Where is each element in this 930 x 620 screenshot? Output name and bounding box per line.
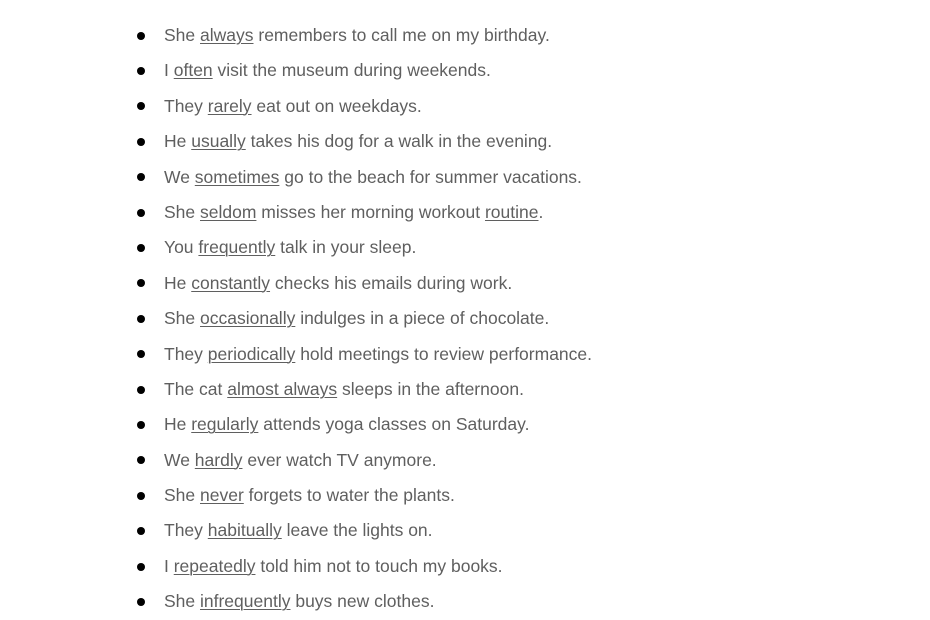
bullet-icon [137,209,145,217]
sentence-text: He [164,414,192,435]
sentence-text: They [164,343,208,364]
bullet-icon [137,279,145,287]
frequency-adverb: repeatedly [173,555,256,576]
frequency-adverb: habitually [207,520,282,541]
frequency-adverb: hardly [194,449,243,470]
frequency-adverb: frequently [198,237,276,258]
bullet-icon [137,527,145,535]
list-item [137,195,592,230]
sentence-text: indulges in a piece of chocolate. [295,308,550,329]
bullet-icon [137,67,145,75]
list-item [137,266,592,301]
sentence-text: She [164,25,200,45]
list-item [137,124,592,159]
bullet-icon [137,456,145,464]
frequency-adverb: always [200,25,254,45]
frequency-adverb: often [173,60,213,81]
list-item [137,160,592,195]
frequency-adverb: rarely [207,95,252,116]
list-item [137,443,592,478]
bullet-icon [137,173,145,181]
bullet-icon [137,32,145,40]
sentence-text: leave the lights on. [281,520,433,541]
frequency-adverb: constantly [191,272,271,293]
bullet-icon [137,350,145,358]
sentence-text: remembers to call me on my birthday. [253,25,550,45]
sentence-text: told him not to touch my books. [255,555,503,576]
bullet-icon [137,598,145,606]
list-item [137,584,592,619]
sentence-text: ever watch TV anymore. [242,449,437,470]
frequency-adverb: occasionally [200,308,296,329]
frequency-adverb: usually [191,131,246,152]
sentence-text: talk in your sleep. [275,237,417,258]
bullet-icon [137,492,145,500]
bullet-icon [137,138,145,146]
list-item [137,53,592,88]
list-item [137,372,592,407]
sentence-text: They [164,520,208,541]
list-item [137,301,592,336]
list-item [137,89,592,124]
underlined-word: routine [484,201,539,222]
sentence-text: You [164,237,199,258]
frequency-adverb: periodically [207,343,296,364]
list-item [137,337,592,372]
sentence-text: I [164,60,174,81]
frequency-adverb: never [200,485,244,506]
bullet-icon [137,102,145,110]
list-item [137,513,592,548]
sentence-text: They [164,95,208,116]
sentence-text: He [164,272,192,293]
sentence-text: I [164,555,174,576]
sentence-text: We [164,166,195,187]
list-item [137,407,592,442]
frequency-adverb: infrequently [200,591,291,612]
bullet-icon [137,244,145,252]
frequency-adverb: seldom [200,201,257,222]
sentence-text: sleeps in the afternoon. [337,378,524,399]
bullet-icon [137,386,145,394]
sentence-text: She [164,201,200,222]
bullet-icon [137,421,145,429]
frequency-adverb: sometimes [194,166,280,187]
sentence-text: checks his emails during work. [270,272,513,293]
sentence-text: She [164,485,200,506]
list-item [137,549,592,584]
sentence-text: misses her morning workout [256,201,485,222]
sentence-text: . [538,201,544,222]
sentence-text: hold meetings to review performance. [295,343,592,364]
sentence-text: takes his dog for a walk in the evening. [245,131,553,152]
sentence-text: She [164,308,200,329]
sentence-text: buys new clothes. [290,591,435,612]
sentence-text: eat out on weekdays. [251,95,422,116]
list-item [137,230,592,265]
sentence-text: forgets to water the plants. [243,485,455,506]
frequency-adverb: regularly [191,414,259,435]
sentence-list [137,18,592,620]
bullet-icon [137,315,145,323]
list-item [137,18,592,53]
sentence-text: We [164,449,195,470]
sentence-text: The cat [164,378,228,399]
sentence-text: He [164,131,192,152]
bullet-icon [137,563,145,571]
sentence-text: go to the beach for summer vacations. [279,166,582,187]
list-item [137,478,592,513]
sentence-text: visit the museum during weekends. [212,60,491,81]
sentence-text: She [164,591,200,612]
frequency-adverb: almost always [227,378,338,399]
sentence-text: attends yoga classes on Saturday. [258,414,530,435]
